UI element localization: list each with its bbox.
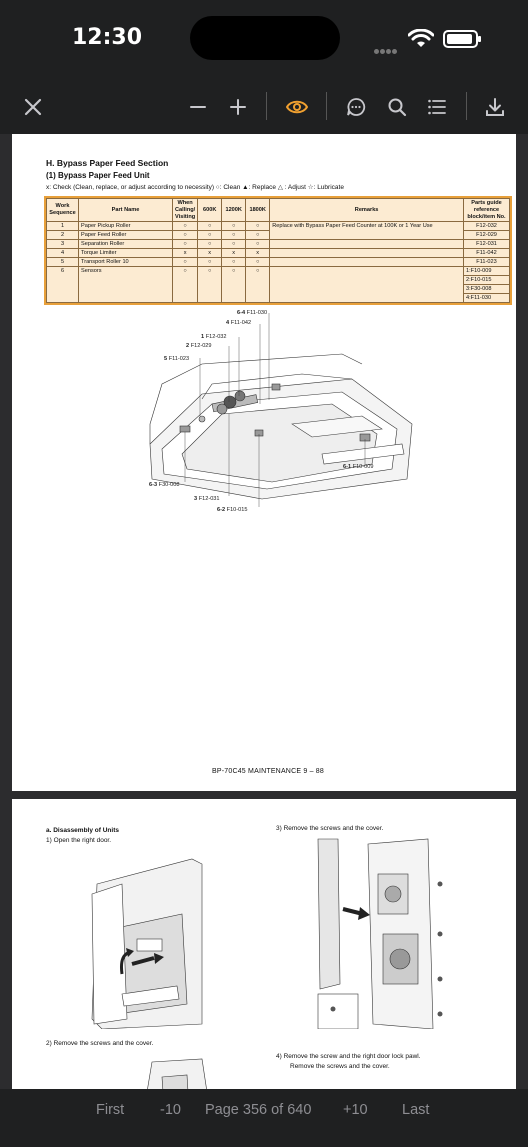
cell-1200k: x: [222, 249, 246, 258]
step-4b: Remove the screws and the cover.: [290, 1063, 390, 1070]
pdf-page[interactable]: [12, 134, 516, 791]
col-when-visiting: When Calling/ Visiting: [173, 199, 198, 222]
viewer-toolbar: [0, 80, 528, 134]
search-button[interactable]: [380, 90, 414, 124]
cell-1200k: ○: [222, 258, 246, 267]
cell-1800k: ○: [246, 222, 270, 231]
cell-1800k: x: [246, 249, 270, 258]
disassembly-heading: a. Disassembly of Units: [46, 827, 119, 834]
cell-visit: ○: [173, 231, 198, 240]
callout-5: 5 F11-023: [164, 356, 190, 362]
section-title: H. Bypass Paper Feed Section: [46, 158, 169, 168]
cell-visit: ○: [173, 267, 198, 303]
cell-1800k: ○: [246, 240, 270, 249]
cell-ref: 4:F11-030: [464, 294, 510, 303]
eye-icon: [286, 98, 308, 116]
callout-1: 1 F12-032: [201, 334, 227, 340]
table-row: [47, 222, 510, 231]
cell-remarks-empty: [270, 267, 464, 303]
col-remarks: Remarks: [270, 199, 464, 222]
cell-1800k: ○: [246, 258, 270, 267]
cell-ref: F11-023: [464, 258, 510, 267]
table-row: [47, 258, 510, 267]
cell-1800k: ○: [246, 267, 270, 303]
cell-part: Torque Limiter: [79, 249, 173, 258]
cell-part: Separation Roller: [79, 240, 173, 249]
cell-600k: x: [198, 249, 222, 258]
table-row: [47, 240, 510, 249]
toolbar-separator: [326, 92, 327, 120]
outline-button[interactable]: [420, 90, 454, 124]
callout-6-4: 6-4 F11-030: [237, 310, 268, 316]
table-row: [47, 249, 510, 258]
comment-icon: [346, 97, 366, 117]
wifi-icon: [408, 29, 434, 49]
cell-ref: 2:F10-015: [464, 276, 510, 285]
zoom-in-icon: [229, 98, 247, 116]
cell-ref: 1:F10-009: [464, 267, 510, 276]
step-4: 4) Remove the screw and the right door lock pawl.: [276, 1053, 421, 1060]
cell-seq: 6: [47, 267, 79, 303]
page-indicator[interactable]: Page 356 of 640: [205, 1102, 312, 1118]
cell-part: Transport Roller 10: [79, 258, 173, 267]
cell-ref: F12-029: [464, 231, 510, 240]
cell-remarks: Replace with Bypass Paper Feed Counter at 100K or 1 Year Use: [270, 222, 464, 240]
first-page-button[interactable]: First: [96, 1102, 125, 1118]
cell-part: Sensors: [79, 267, 173, 303]
col-1200k: 1200K: [222, 199, 246, 222]
col-work-sequence: Work Sequence: [47, 199, 79, 222]
cell-ref: F12-032: [464, 222, 510, 231]
bypass-unit-diagram: [142, 304, 432, 514]
callout-2: 2 F12-029: [186, 343, 212, 349]
cover-illustration-partial: [142, 1057, 212, 1089]
cell-seq: 2: [47, 231, 79, 240]
cell-remarks-empty: [270, 249, 464, 258]
cell-remarks-empty: [270, 258, 464, 267]
cell-seq: 5: [47, 258, 79, 267]
zoom-out-icon: [189, 98, 207, 116]
cell-seq: 1: [47, 222, 79, 231]
callout-3: 3 F12-031: [194, 496, 220, 502]
zoom-out-button[interactable]: [181, 90, 215, 124]
step-1: 1) Open the right door.: [46, 837, 112, 844]
close-icon: [23, 97, 43, 117]
cell-remarks-empty: [270, 240, 464, 249]
col-600k: 600K: [198, 199, 222, 222]
search-icon: [387, 97, 407, 117]
cover-screws-illustration: [308, 834, 458, 1029]
cell-visit: ○: [173, 240, 198, 249]
cell-600k: ○: [198, 231, 222, 240]
forward-10-button[interactable]: +10: [343, 1102, 368, 1118]
cell-ref: F11-042: [464, 249, 510, 258]
list-icon: [427, 98, 447, 116]
cell-seq: 3: [47, 240, 79, 249]
callout-6-1: 6-1 F10-009: [343, 464, 374, 470]
battery-icon: [443, 30, 478, 48]
status-bar: [0, 0, 528, 80]
legend-text: x: Check (Clean, replace, or adjust according to necessity) ○: Clean ▲: Replace △ : Adjust ☆: Lubricate: [46, 184, 344, 191]
cell-ref: F12-031: [464, 240, 510, 249]
table-row: [47, 267, 510, 276]
comment-button[interactable]: [339, 90, 373, 124]
cell-1200k: ○: [222, 231, 246, 240]
maintenance-table: [46, 198, 510, 303]
step-2: 2) Remove the screws and the cover.: [46, 1040, 154, 1047]
cell-600k: ○: [198, 240, 222, 249]
back-10-button[interactable]: -10: [160, 1102, 181, 1118]
dynamic-island: [190, 16, 340, 60]
cell-part: Paper Pickup Roller: [79, 222, 173, 231]
last-page-button[interactable]: Last: [402, 1102, 430, 1118]
cell-600k: ○: [198, 222, 222, 231]
toolbar-separator: [266, 92, 267, 120]
close-button[interactable]: [16, 90, 50, 124]
callout-6-2: 6-2 F10-015: [217, 507, 248, 513]
step-3: 3) Remove the screws and the cover.: [276, 825, 384, 832]
subsection-title: (1) Bypass Paper Feed Unit: [46, 171, 150, 180]
download-button[interactable]: [478, 90, 512, 124]
cell-ref: 3:F30-008: [464, 285, 510, 294]
cell-part: Paper Feed Roller: [79, 231, 173, 240]
cell-1200k: ○: [222, 267, 246, 303]
page-footer: BP-70C45 MAINTENANCE 9 – 88: [212, 768, 324, 775]
document-viewer[interactable]: [0, 134, 528, 1089]
right-door-illustration: [82, 854, 207, 1029]
zoom-in-button[interactable]: [221, 90, 255, 124]
cell-600k: ○: [198, 267, 222, 303]
cell-visit: x: [173, 249, 198, 258]
cell-1200k: ○: [222, 222, 246, 231]
col-1800k: 1800K: [246, 199, 270, 222]
pdf-page[interactable]: [12, 799, 516, 1089]
download-icon: [485, 97, 505, 117]
page-navigation-bar: [0, 1089, 528, 1147]
cell-seq: 4: [47, 249, 79, 258]
status-time: 12:30: [72, 25, 143, 50]
view-mode-button[interactable]: [280, 90, 314, 124]
cell-1200k: ○: [222, 240, 246, 249]
col-parts-guide: Parts guide reference block/item No.: [464, 199, 510, 222]
cell-600k: ○: [198, 258, 222, 267]
toolbar-separator: [466, 92, 467, 120]
col-part-name: Part Name: [79, 199, 173, 222]
callout-4: 4 F11-042: [226, 320, 252, 326]
cell-1800k: ○: [246, 231, 270, 240]
cell-visit: ○: [173, 222, 198, 231]
callout-6-3: 6-3 F30-008: [149, 482, 180, 488]
signal-icon: [374, 41, 398, 59]
cell-visit: ○: [173, 258, 198, 267]
